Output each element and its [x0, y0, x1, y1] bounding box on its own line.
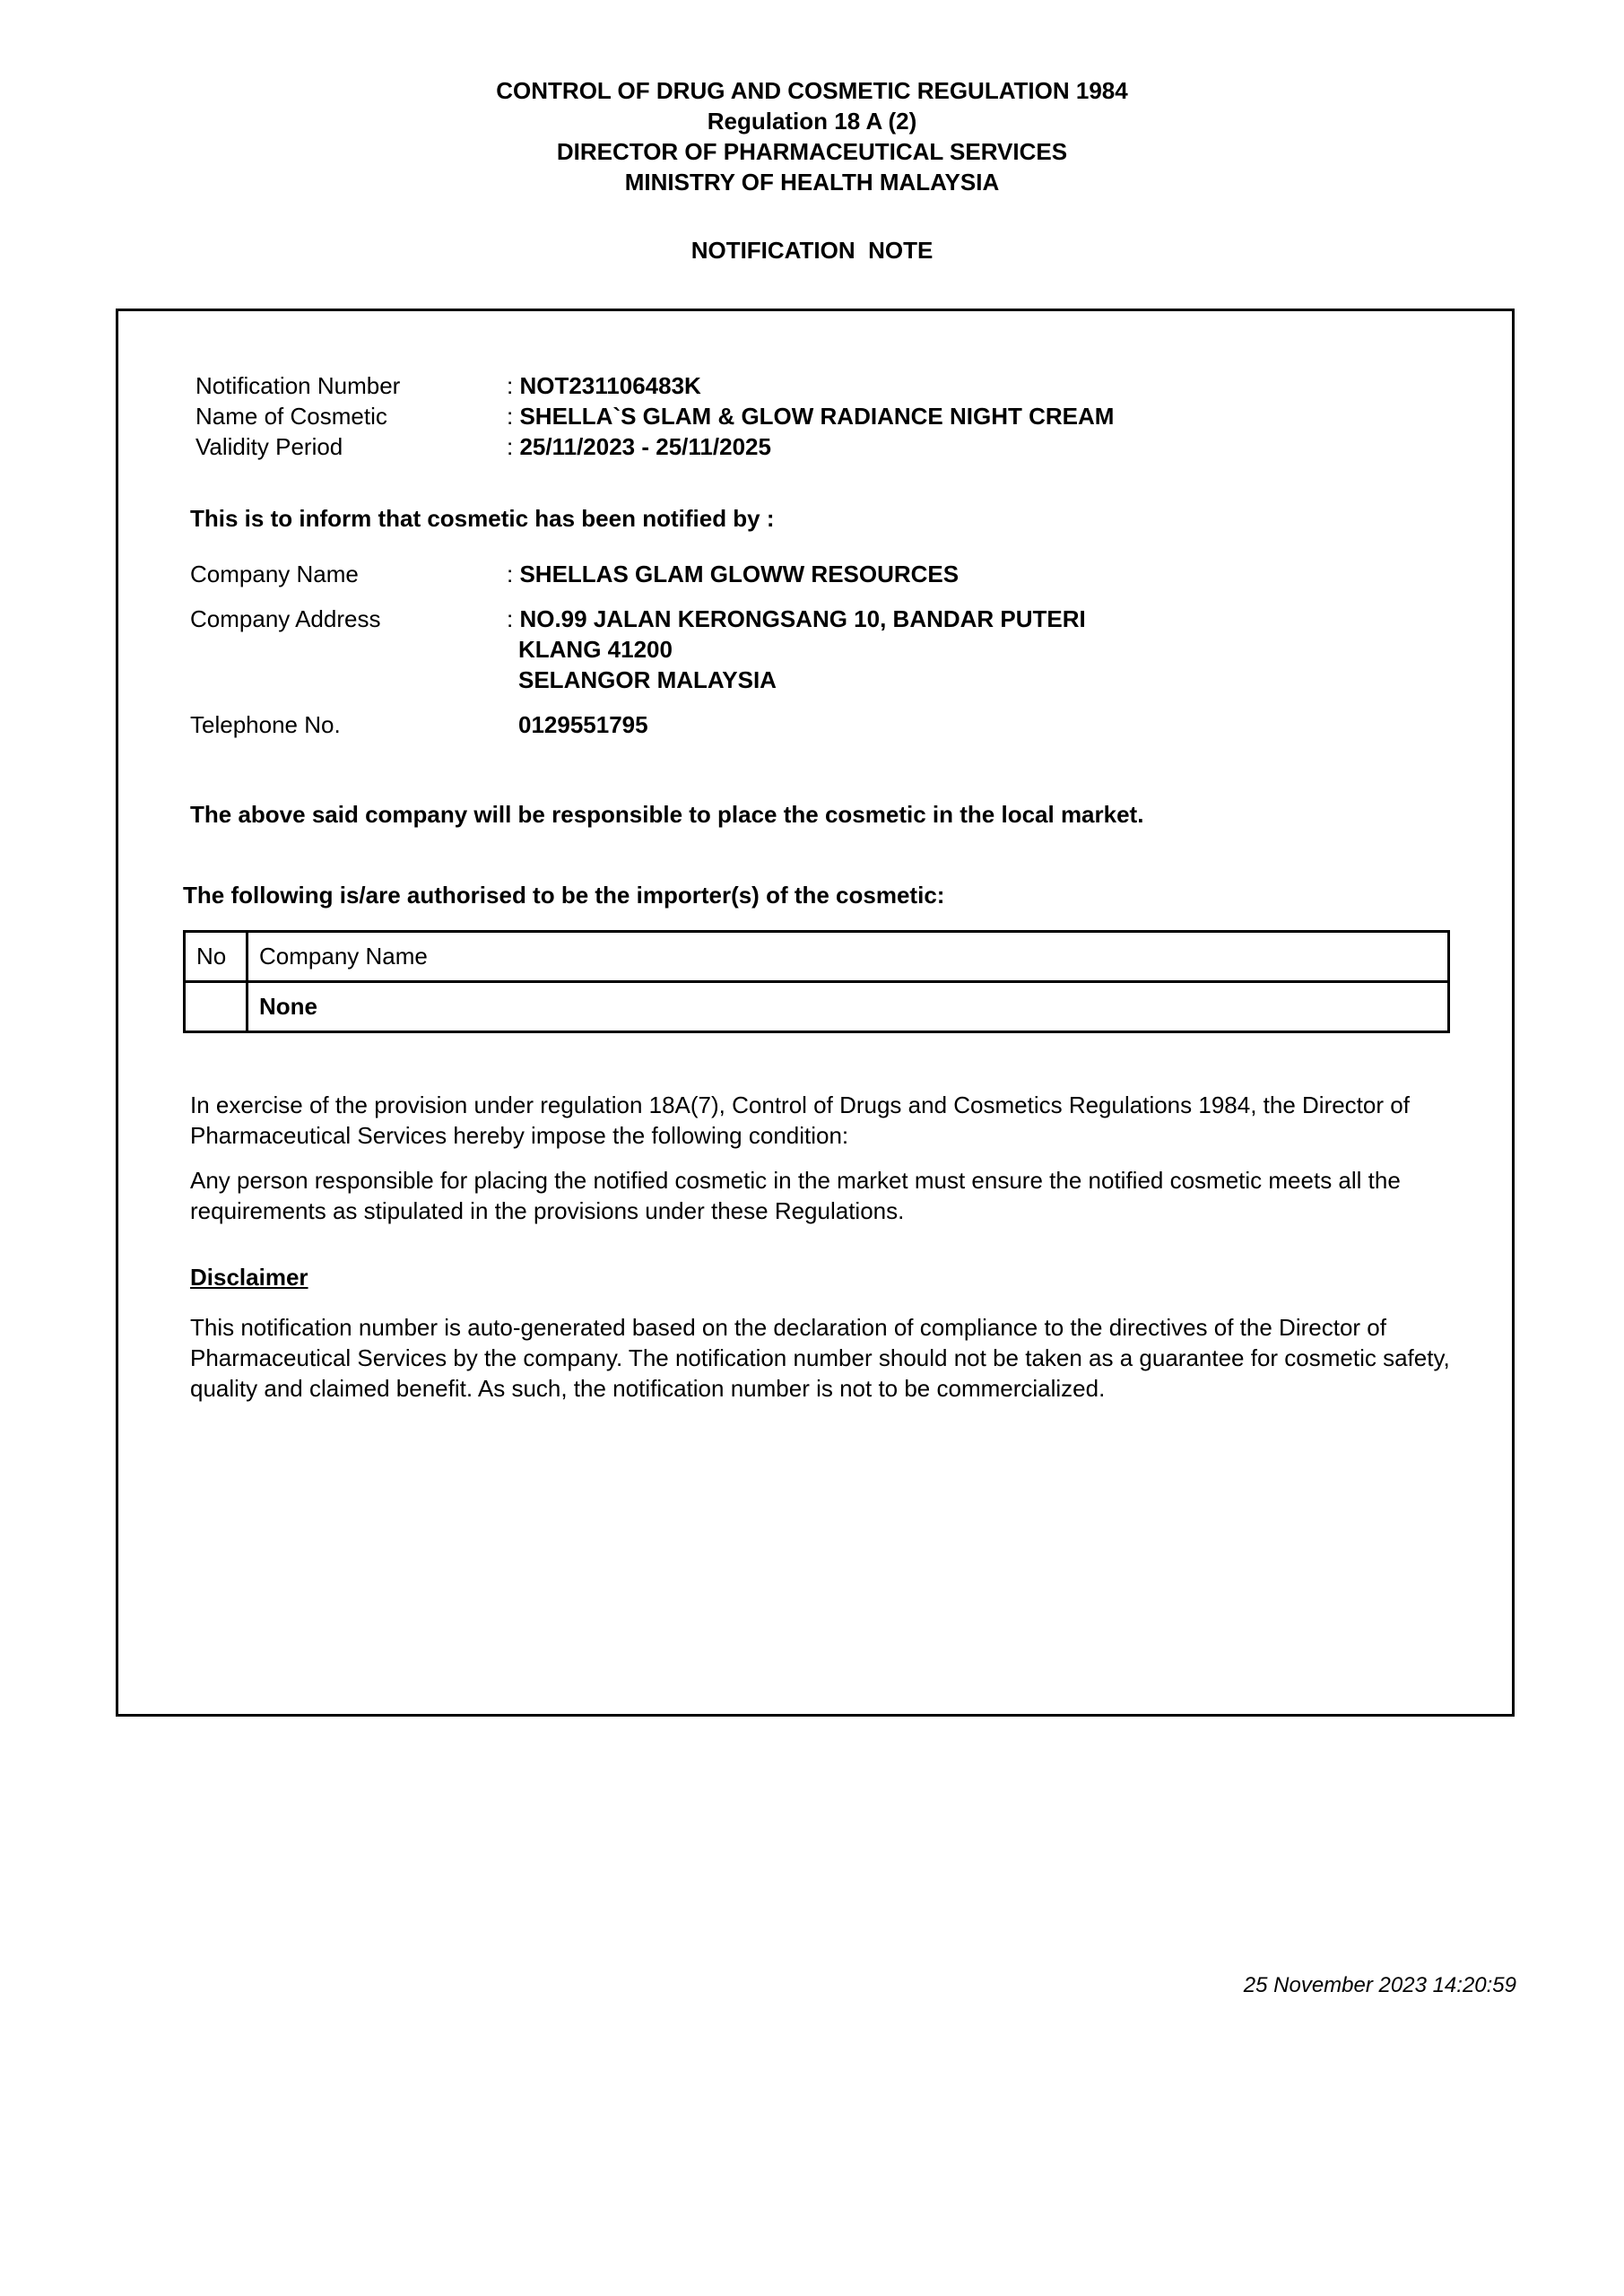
- header-line-1: CONTROL OF DRUG AND COSMETIC REGULATION 1984: [496, 77, 1128, 104]
- cosmetic-name-row: : SHELLA`S GLAM & GLOW RADIANCE NIGHT CREAM: [507, 403, 1115, 430]
- company-address-line-1: NO.99 JALAN KERONGSANG 10, BANDAR PUTERI: [519, 605, 1086, 632]
- company-name-value: SHELLAS GLAM GLOWW RESOURCES: [519, 561, 960, 587]
- notification-frame: [116, 309, 1515, 1717]
- notification-note-title: NOTIFICATION NOTE: [690, 237, 934, 264]
- condition-text-1: In exercise of the provision under regulation 18A(7), Control of Drugs and Cosmetics Regulations 1984, the Director of Pharmaceutical Services hereby impose the following condition:: [190, 1091, 1410, 1149]
- validity-period-value: 25/11/2023 - 25/11/2025: [519, 433, 771, 460]
- notification-number-row: : NOT231106483K: [507, 372, 701, 399]
- timestamp: 25 November 2023 14:20:59: [1243, 1973, 1516, 1997]
- cosmetic-name-value: SHELLA`S GLAM & GLOW RADIANCE NIGHT CREAM: [519, 403, 1115, 430]
- company-address-line-2: KLANG 41200: [518, 636, 673, 663]
- validity-period-row: : 25/11/2023 - 25/11/2025: [507, 433, 771, 460]
- inform-text: This is to inform that cosmetic has been notified by :: [190, 505, 775, 532]
- company-name-row: : SHELLAS GLAM GLOWW RESOURCES: [507, 561, 960, 587]
- validity-period-label: Validity Period: [195, 433, 343, 460]
- header-line-4: MINISTRY OF HEALTH MALAYSIA: [624, 169, 1000, 196]
- table-row: [185, 982, 1449, 1032]
- notification-number-value: NOT231106483K: [519, 372, 701, 399]
- company-address-line-3: SELANGOR MALAYSIA: [518, 666, 777, 693]
- importers-table: [183, 930, 1450, 1033]
- column-header-no: No: [185, 932, 248, 982]
- company-name-label: Company Name: [190, 561, 359, 587]
- cosmetic-name-label: Name of Cosmetic: [195, 403, 387, 430]
- row-company-cell: None: [248, 982, 1449, 1032]
- company-address-label: Company Address: [190, 605, 381, 632]
- header-line-3: DIRECTOR OF PHARMACEUTICAL SERVICES: [556, 138, 1068, 165]
- document-header: [0, 75, 1624, 197]
- condition-text-2: Any person responsible for placing the notified cosmetic in the market must ensure the notified cosmetic meets all the requirements as stipulated in the provisions under these Regulations.: [190, 1167, 1401, 1224]
- importers-table-header: [185, 932, 1449, 982]
- telephone-value: 0129551795: [518, 711, 648, 738]
- notification-number-label: Notification Number: [195, 372, 401, 399]
- telephone-label: Telephone No.: [190, 711, 341, 738]
- disclaimer-text: This notification number is auto-generated based on the declaration of compliance to the directives of the Director of Pharmaceutical Services by the company. The notification number should not be taken as a guarantee for cosmetic safety, quality and claimed benefit. As such, the notification number is not to be commercialized.: [190, 1314, 1450, 1402]
- company-address-row: : NO.99 JALAN KERONGSANG 10, BANDAR PUTERI: [507, 605, 1086, 632]
- header-line-2: Regulation 18 A (2): [707, 108, 917, 135]
- row-no-cell: [185, 982, 248, 1032]
- importers-heading: The following is/are authorised to be the importer(s) of the cosmetic:: [183, 882, 945, 909]
- column-header-company-name: Company Name: [248, 932, 1449, 982]
- responsible-text: The above said company will be responsible to place the cosmetic in the local market.: [190, 801, 1144, 828]
- disclaimer-title: Disclaimer: [190, 1264, 308, 1291]
